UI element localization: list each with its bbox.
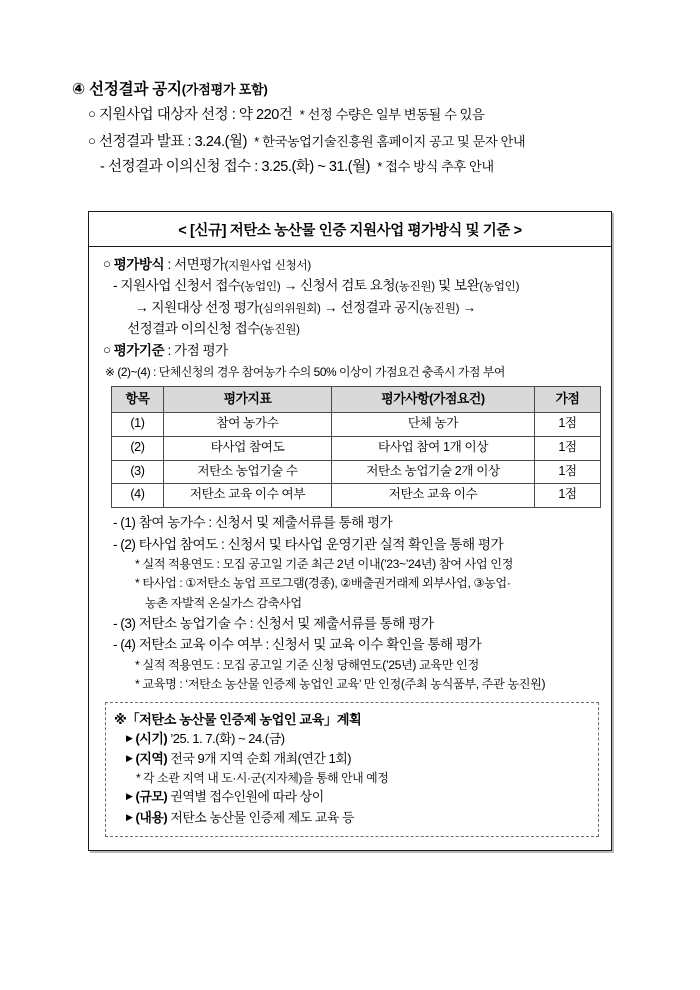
- heading-marker: ④: [72, 81, 85, 98]
- flow-2-note1: (심의위원회): [258, 301, 321, 315]
- table-row: [112, 413, 601, 437]
- detail-item-4: * 타사업 : ①저탄소 농업 프로그램(경종), ②배출권거래제 외부사업, ③농업·: [135, 576, 511, 591]
- table-cell: 저탄소 교육 이수 여부: [164, 484, 332, 508]
- plan-item-scale: [114, 787, 590, 807]
- intro-line-2-text: 선정결과 발표 : 3.24.(월): [99, 133, 247, 150]
- detail-item-7: - (4) 저탄소 교육 이수 여부 : 신청서 및 교육 이수 확인을 통해 평가: [113, 637, 482, 653]
- table-cell: 참여 농가수: [164, 413, 332, 437]
- bullet-marker: ○: [88, 132, 96, 148]
- plan-item-period: [114, 729, 590, 749]
- table-header-cell: 가점: [535, 387, 601, 413]
- flow-2-seg1: 지원대상 선정 평가: [151, 299, 259, 315]
- intro-section: [72, 78, 652, 180]
- table-cell: 1점: [535, 484, 601, 508]
- plan-item-region: [114, 749, 590, 769]
- table-cell: 1점: [535, 413, 601, 437]
- flow-line-1: [99, 275, 601, 296]
- education-plan-box: [105, 702, 599, 836]
- table-header-cell: 평가사항(가점요건): [332, 387, 535, 413]
- flow-line-3: [99, 318, 601, 339]
- detail-item-6: - (3) 저탄소 농업기술 수 : 신청서 및 제출서류를 통해 평가: [113, 615, 434, 631]
- method-label: 평가방식: [113, 257, 165, 272]
- flow-line-2: [99, 297, 601, 318]
- table-row: [112, 484, 601, 508]
- method-value: 서면평가: [174, 257, 225, 272]
- dash-marker: -: [100, 159, 105, 176]
- plan-item-region-note: * 각 소관 지역 내 도·시·군(지자체)을 통해 안내 예정: [136, 770, 389, 785]
- bullet-marker: ○: [103, 256, 111, 271]
- heading-suffix: (가점평가 포함): [181, 82, 268, 97]
- evaluation-table: [111, 386, 601, 508]
- criteria-line: [99, 340, 601, 361]
- method-separator: :: [164, 257, 175, 272]
- triangle-bullet-icon: ▶: [126, 733, 133, 744]
- table-cell: 저탄소 농업기술 2개 이상: [332, 460, 535, 484]
- table-cell: 1점: [535, 460, 601, 484]
- flow-1-seg1: 지원사업 신청서 접수: [120, 278, 241, 294]
- intro-line-3-text: 선정결과 이의신청 접수 : 3.25.(화) ~ 31.(월): [107, 159, 371, 176]
- table-cell: 저탄소 교육 이수: [332, 484, 535, 508]
- bullet-marker: ○: [88, 106, 96, 122]
- detail-item-5: 농촌 자발적 온실가스 감축사업: [145, 595, 302, 610]
- intro-line-1: [72, 103, 652, 127]
- criteria-separator: :: [164, 342, 175, 358]
- intro-line-3: [72, 156, 652, 179]
- detail-item-3: * 실적 적용연도 : 모집 공고일 기준 최근 2년 이내(’23~’24년) 참여 사업 인정: [135, 557, 514, 572]
- table-cell: (2): [112, 436, 164, 460]
- flow-1-seg2: 신청서 검토 요청: [300, 278, 396, 294]
- box-body: [89, 247, 611, 850]
- flow-1-seg3: 및 보완: [434, 278, 480, 294]
- triangle-bullet-icon: ▶: [126, 753, 133, 764]
- flow-1-note3: (농업인): [479, 280, 520, 294]
- triangle-bullet-icon: ▶: [126, 811, 133, 822]
- box-title: < [신규] 저탄소 농산물 인증 지원사업 평가방식 및 기준 >: [89, 212, 611, 247]
- criteria-label: 평가기준: [113, 342, 165, 358]
- criteria-note: ※ (2)~(4) : 단체신청의 경우 참여농가 수의 50% 이상이 가점요건 충족시 가점 부여: [105, 365, 505, 380]
- table-row: [112, 460, 601, 484]
- intro-line-2-note: * 한국농업기술진흥원 홈페이지 공고 및 문자 안내: [254, 133, 526, 149]
- plan-item-label: (시기): [135, 731, 168, 747]
- criteria-value: 가점 평가: [174, 342, 228, 358]
- dash-marker: -: [113, 278, 118, 294]
- intro-line-2: [72, 130, 652, 154]
- method-value-note: (지원사업 신청서): [224, 259, 311, 272]
- plan-item-text: ’25. 1. 7.(화) ~ 24.(금): [167, 731, 285, 747]
- plan-item-label: (지역): [135, 751, 168, 767]
- triangle-bullet-icon: ▶: [126, 791, 133, 802]
- table-cell: 저탄소 농업기술 수: [164, 460, 332, 484]
- table-cell: 타사업 참여 1개 이상: [332, 436, 535, 460]
- plan-item-content: [114, 808, 590, 828]
- intro-line-1-note: * 선정 수량은 일부 변동될 수 있음: [299, 107, 485, 123]
- intro-line-3-note: * 접수 방식 추후 안내: [377, 159, 494, 175]
- arrow-icon: →: [135, 299, 152, 315]
- bullet-marker: ○: [103, 341, 111, 357]
- page-heading: [72, 78, 652, 101]
- table-header-cell: 평가지표: [164, 387, 332, 413]
- table-cell: 단체 농가: [332, 413, 535, 437]
- flow-2-seg2: 선정결과 공지: [340, 299, 420, 315]
- table-cell: (3): [112, 460, 164, 484]
- heading-title: 선정결과 공지: [89, 81, 182, 98]
- evaluation-criteria-box: [88, 211, 612, 851]
- plan-item-label: (규모): [135, 789, 168, 805]
- flow-1-arrow1: →: [280, 278, 301, 294]
- detail-item-2: - (2) 타사업 참여도 : 신청서 및 타사업 운영기관 실적 확인을 통해 평가: [113, 536, 504, 552]
- table-cell: (4): [112, 484, 164, 508]
- flow-1-note1: (농업인): [240, 280, 281, 294]
- table-header-row: [112, 387, 601, 413]
- flow-2-arrow2: →: [459, 299, 476, 315]
- plan-item-text: 권역별 접수인원에 따라 상이: [167, 789, 324, 805]
- flow-2-arrow1: →: [320, 299, 341, 315]
- detail-item-8: * 실적 적용연도 : 모집 공고일 기준 신청 당해연도(’25년) 교육만 인정: [135, 657, 479, 672]
- table-header-cell: 항목: [112, 387, 164, 413]
- plan-item-label: (내용): [135, 809, 168, 825]
- intro-line-1-text: 지원사업 대상자 선정 : 약 220건: [99, 107, 293, 124]
- flow-3-note1: (농진원): [259, 323, 300, 337]
- detail-item-1: - (1) 참여 농가수 : 신청서 및 제출서류를 통해 평가: [113, 515, 393, 531]
- flow-2-note2: (농진원): [419, 301, 460, 315]
- flow-1-note2: (농진원): [395, 280, 435, 294]
- table-row: [112, 436, 601, 460]
- table-cell: 타사업 참여도: [164, 436, 332, 460]
- flow-3-seg1: 선정결과 이의신청 접수: [127, 321, 260, 337]
- table-cell: 1점: [535, 436, 601, 460]
- plan-box-title: ※「저탄소 농산물 인증제 농업인 교육」계획: [114, 712, 362, 728]
- plan-item-text: 전국 9개 지역 순회 개최(연간 1회): [167, 751, 352, 767]
- detail-item-9: * 교육명 : ‘저탄소 농산물 인증제 농업인 교육’ 만 인정(주최 농식품부, 주관 농진원): [135, 677, 546, 692]
- plan-item-text: 저탄소 농산물 인증제 제도 교육 등: [167, 809, 355, 825]
- table-cell: (1): [112, 413, 164, 437]
- method-line: [99, 254, 601, 275]
